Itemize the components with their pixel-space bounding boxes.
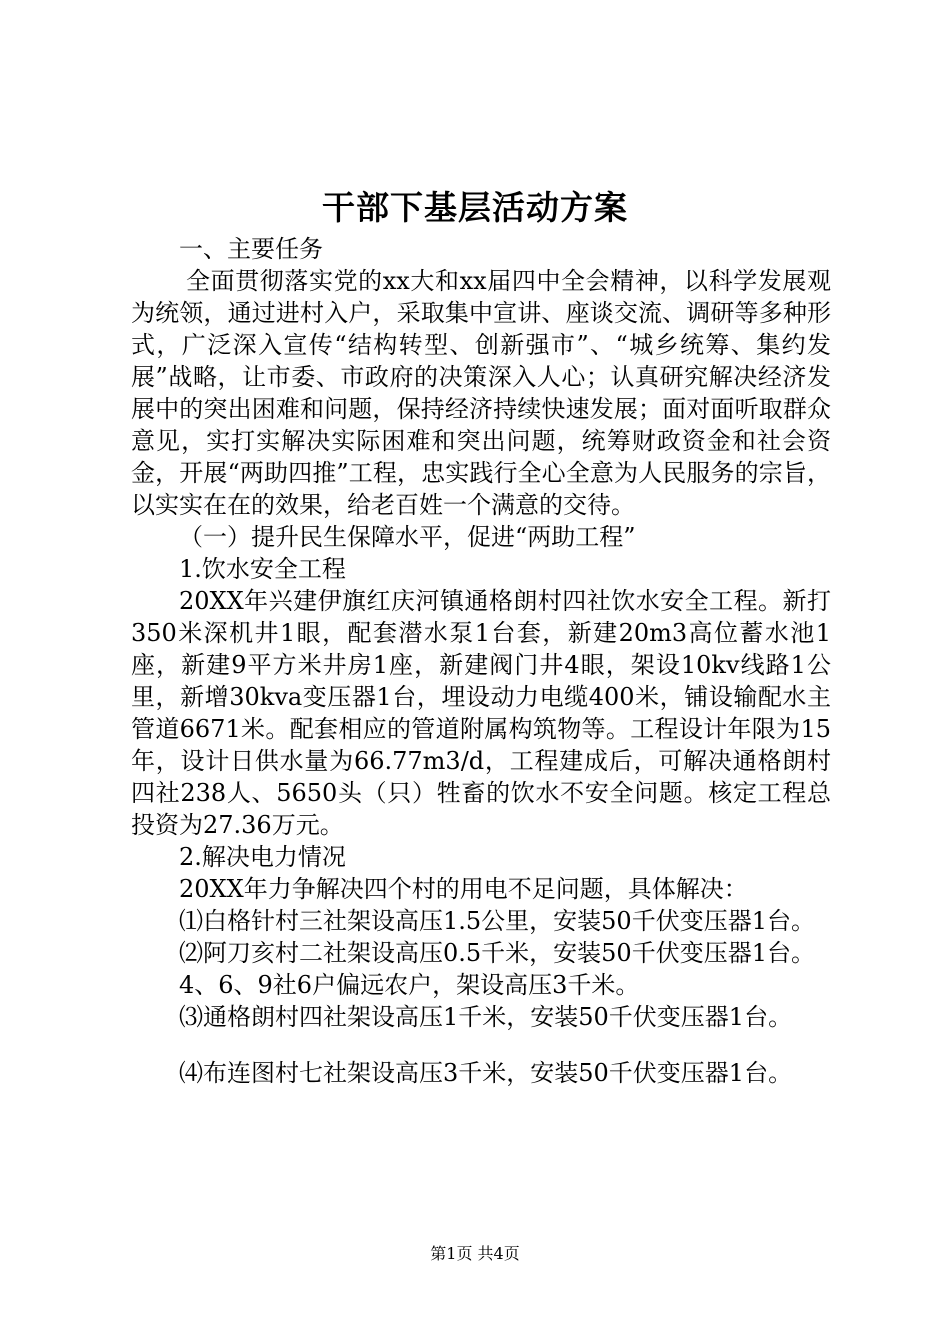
document-title: 干部下基层活动方案	[322, 188, 628, 227]
list-item: ⑷布连图村七社架设高压3千米，安装50千伏变压器1台。	[179, 1059, 793, 1087]
page-footer: 第1页 共4页	[430, 1244, 520, 1263]
list-item: ⑴白格针村三社架设高压1.5公里，安装50千伏变压器1台。	[179, 907, 815, 935]
item-heading: 2.解决电力情况	[179, 843, 346, 871]
paragraph: 20XX年力争解决四个村的用电不足问题，具体解决：	[179, 875, 748, 903]
paragraph: 20XX年兴建伊旗红庆河镇通格朗村四社饮水安全工程。新打350米深机井1眼，配套潜水泵1台套，新建20m3高位蓄水池1座，新建9平方米井房1座，新建阀门井4眼，架设10kv线路1公里，新增30kva变压器1台，埋设动力电缆400米，铺设输配水主管道6671米。配套相应的管道附属构筑物等。工程设计年限为15年，设计日供水量为66.77m3/d，工程建成后，可解决通格朗村四社238人、5650头（只）牲畜的饮水不安全问题。核定工程总投资为27.36万元。	[131, 587, 831, 839]
list-item: ⑶通格朗村四社架设高压1千米，安装50千伏变压器1台。	[179, 1003, 793, 1031]
item-heading: 1.饮水安全工程	[179, 555, 346, 583]
subsection-heading: （一）提升民生保障水平，促进“两助工程”	[179, 523, 636, 551]
list-item: 4、6、9社6户偏远农户，架设高压3千米。	[179, 971, 640, 999]
list-item: ⑵阿刀亥村二社架设高压0.5千米，安装50千伏变压器1台。	[179, 939, 815, 967]
paragraph: 全面贯彻落实党的xx大和xx届四中全会精神，以科学发展观为统领，通过进村入户，采取集中宣讲、座谈交流、调研等多种形式，广泛深入宣传“结构转型、创新强市”、“城乡统筹、集约发展”战略，让市委、市政府的决策深入人心；认真研究解决经济发展中的突出困难和问题，保持经济持续快速发展；面对面听取群众意见，实打实解决实际困难和突出问题，统筹财政资金和社会资金，开展“两助四推”工程，忠实践行全心全意为人民服务的宗旨，以实实在在的效果，给老百姓一个满意的交待。	[131, 267, 831, 519]
section-heading: 一、主要任务	[179, 235, 323, 263]
document-body	[131, 233, 831, 1089]
